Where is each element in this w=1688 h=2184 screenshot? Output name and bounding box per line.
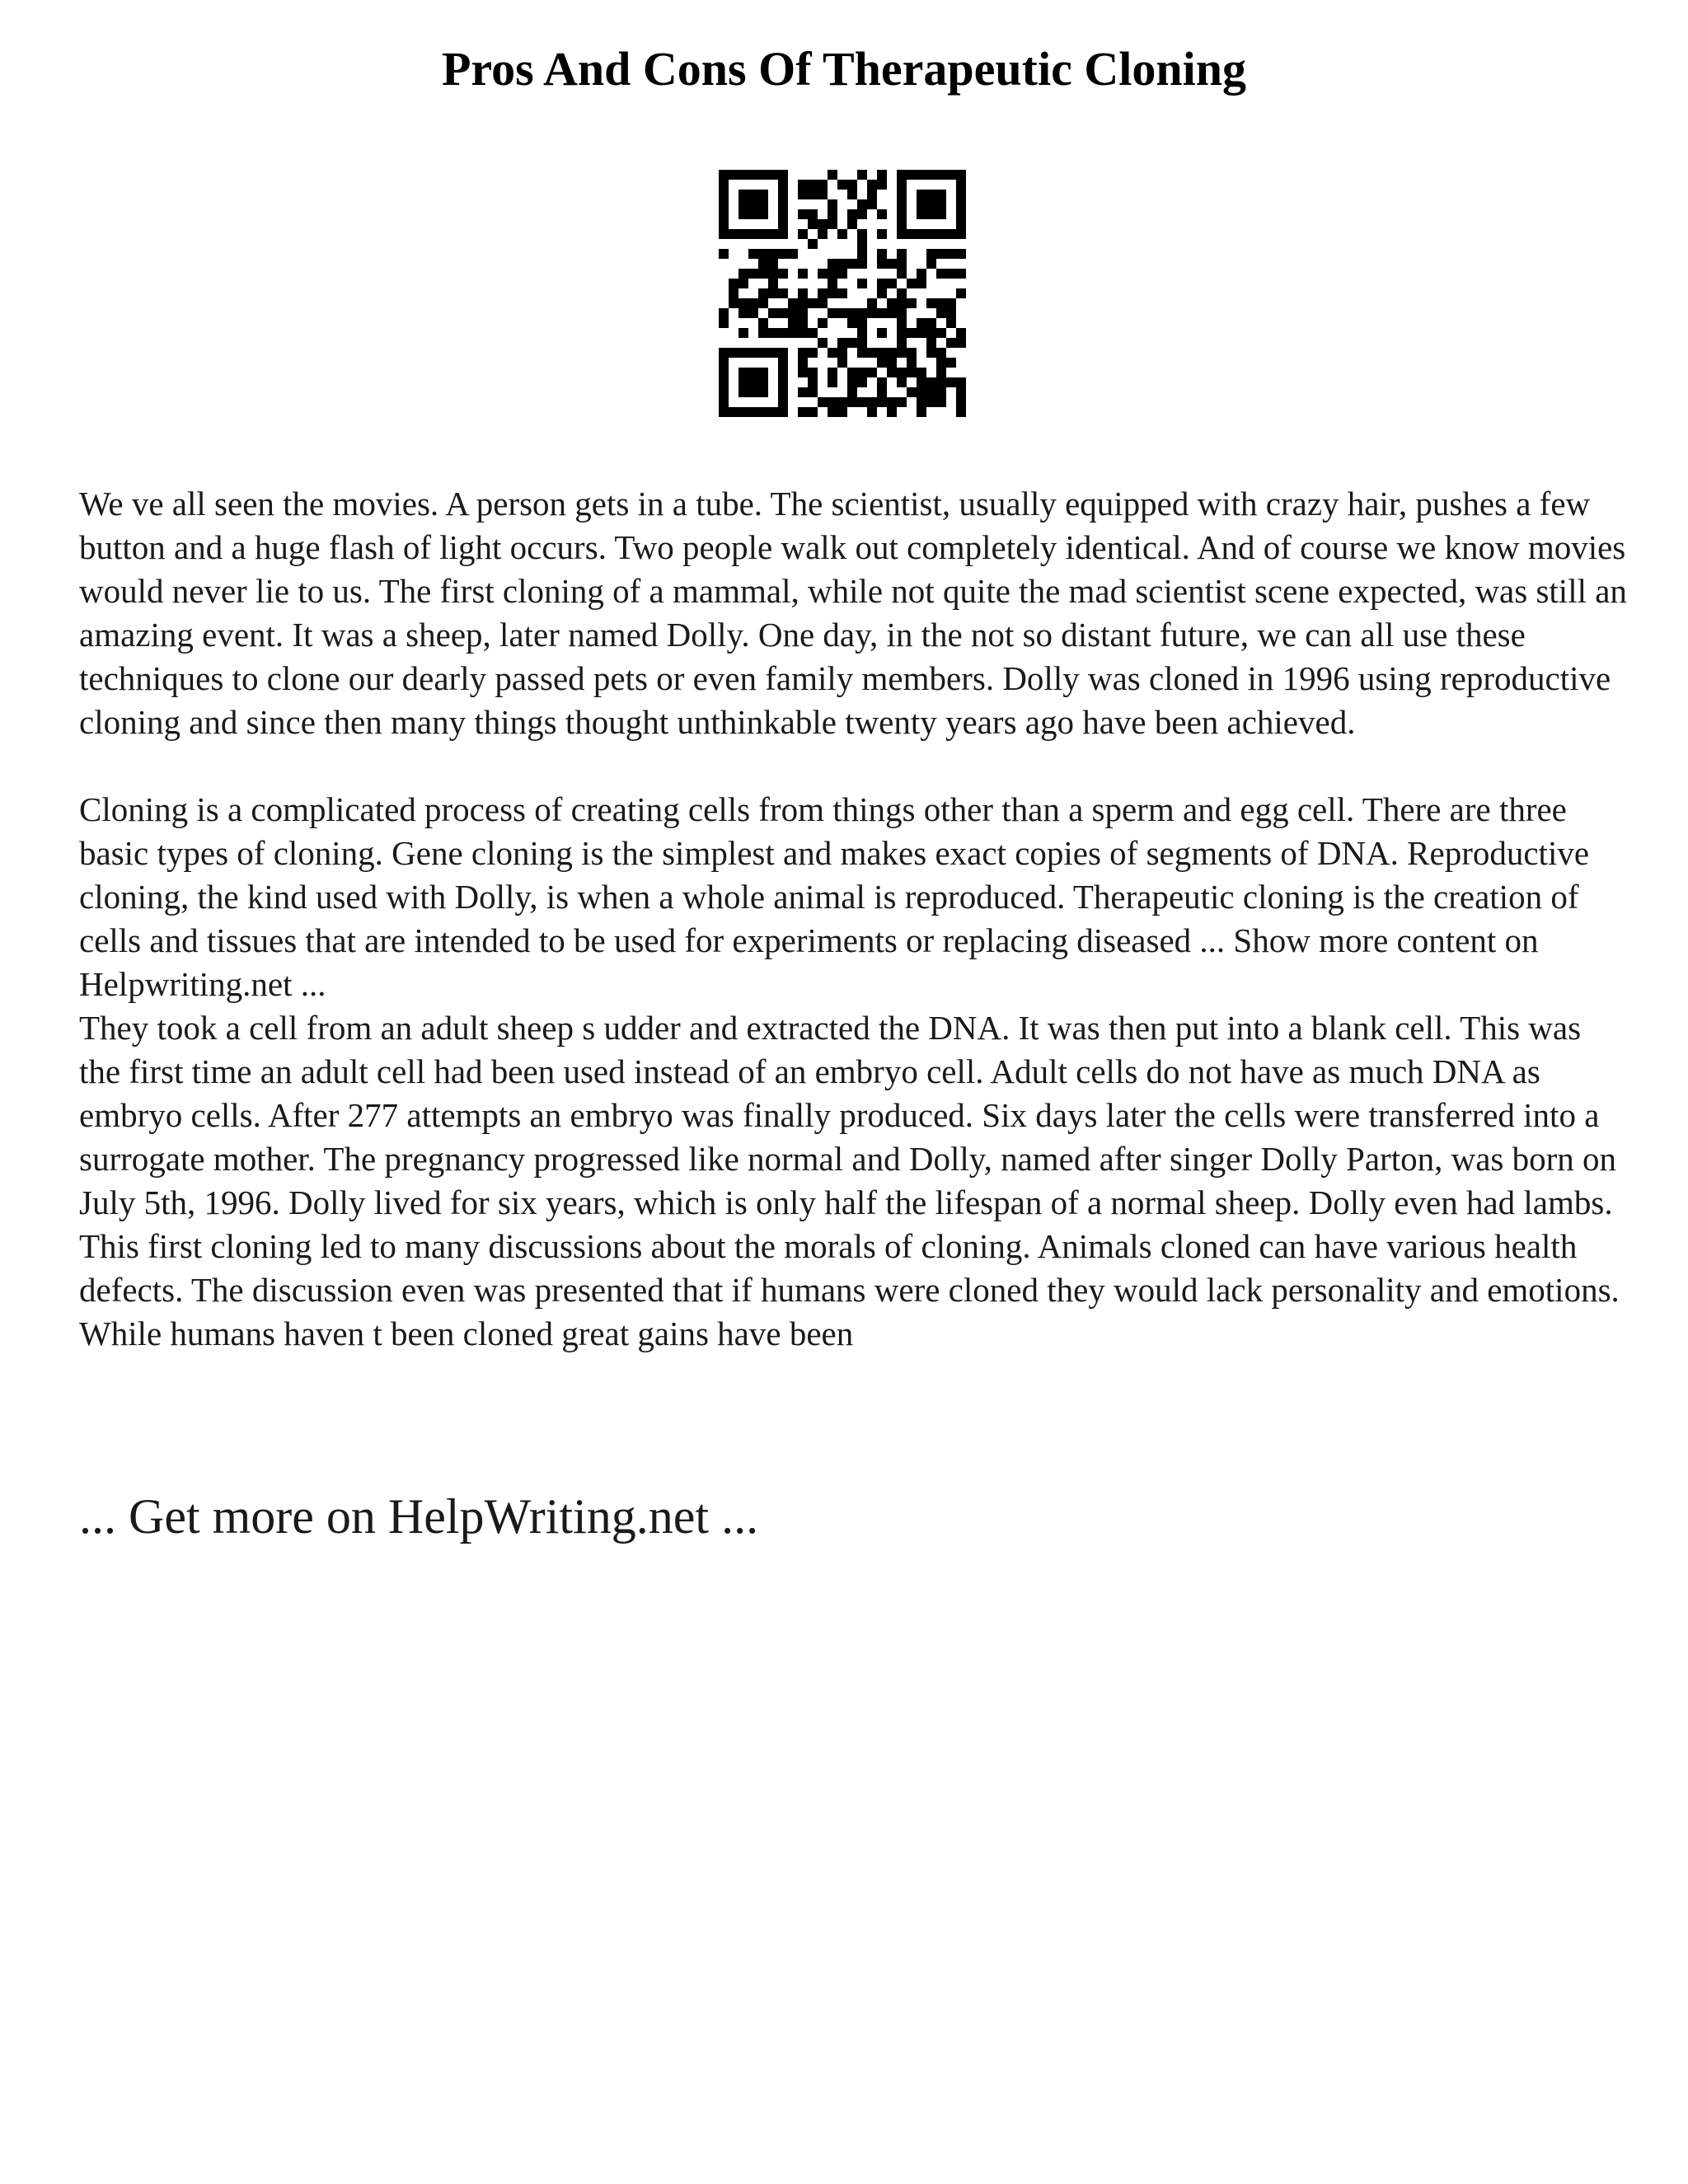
page-title: Pros And Cons Of Therapeutic Cloning bbox=[442, 42, 1246, 96]
paragraph-intro: We ve all seen the movies. A person gets in a tube. The scientist, usually equipped with crazy hair, pushes a few button and a huge flash of light occurs. Two people walk out completely identical. And of course we know movies would never lie to us. The first cloning of a mammal, while not quite the mad scientist scene expected, was still an amazing event. It was a sheep, later named Dolly. One day, in the not so distant future, we can all use these techniques to clone our dearly passed pets or even family members. Dolly was cloned in 1996 using reproductive cloning and since then many things thought unthinkable twenty years ago have been achieved. bbox=[79, 485, 1627, 741]
paragraph-cloning-types: Cloning is a complicated process of creating cells from things other than a sperm and egg cell. There are three basic types of cloning. Gene cloning is the simplest and makes exact copies of segments of DNA. Reproductive cloning, the kind used with Dolly, is when a whole animal is reproduced. Therapeutic cloning is the creation of cells and tissues that are intended to be used for experiments or replacing diseased ... Show more content on Helpwriting.net ... bbox=[79, 790, 1590, 1003]
qr-code-icon bbox=[719, 170, 966, 417]
article-body bbox=[79, 482, 1629, 1356]
paragraph-dolly: They took a cell from an adult sheep s udder and extracted the DNA. It was then put into a blank cell. This was the first time an adult cell had been used instead of an embryo cell. Adult cells do not have as much DNA as embryo cells. After 277 attempts an embryo was finally produced. Six days later the cells were transferred into a surrogate mother. The pregnancy progressed like normal and Dolly, named after singer Dolly Parton, was born on July 5th, 1996. Dolly lived for six years, which is only half the lifespan of a normal sheep. Dolly even had lambs. This first cloning led to many discussions about the morals of cloning. Animals cloned can have various health defects. The discussion even was presented that if humans were cloned they would lack personality and emotions. While humans haven t been cloned great gains have been bbox=[79, 1009, 1620, 1352]
get-more-link[interactable]: ... Get more on HelpWriting.net ... bbox=[79, 1489, 759, 1544]
